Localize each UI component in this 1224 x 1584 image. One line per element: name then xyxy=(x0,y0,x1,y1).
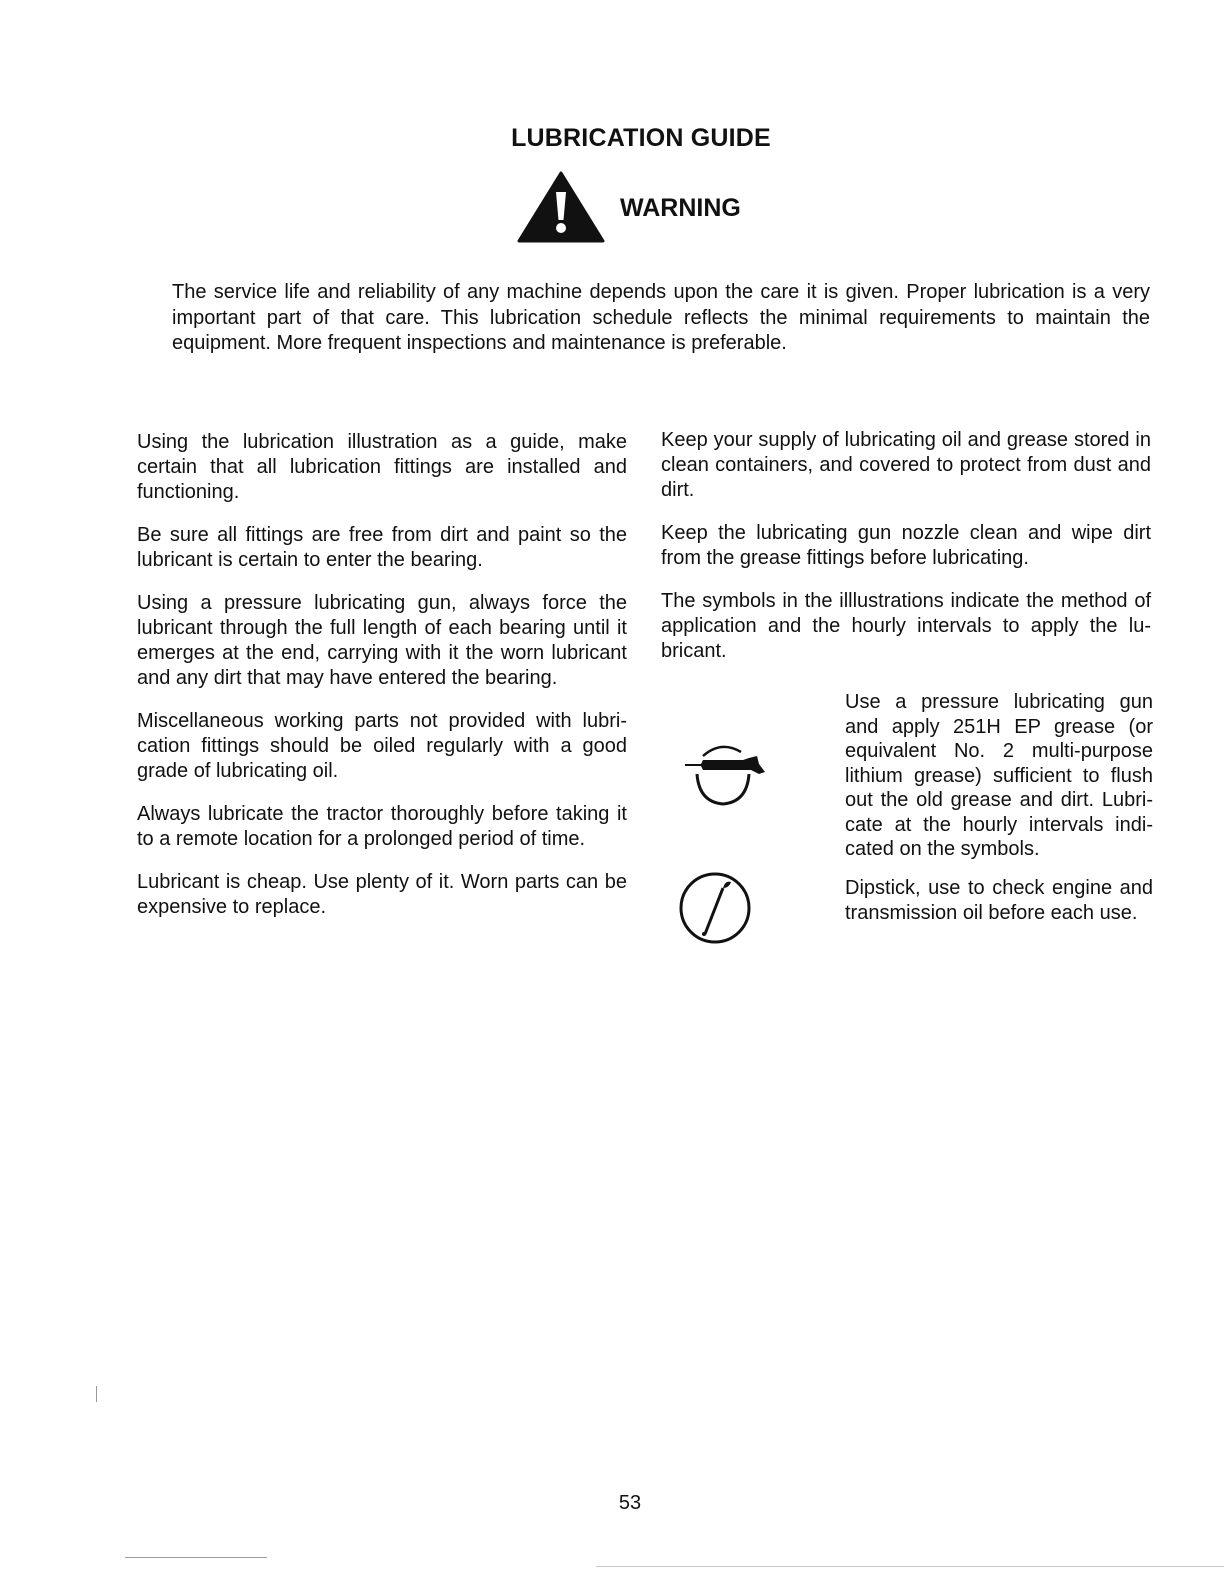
right-paragraph: Keep the lubricating gun nozzle clean and wipe dirt from the grease fittings before lubricating. xyxy=(661,522,1151,569)
dipstick-description: Dipstick, use to check engine and transmission oil before each use. xyxy=(845,877,1153,924)
warning-triangle-icon xyxy=(516,170,606,244)
left-paragraph: Using a pressure lubricating gun, always force the lubricant through the full length of each bearing until it emerges at the end, carrying with it the worn lubricant and any dirt that may have entered the bearing. xyxy=(137,592,627,689)
warning-label: WARNING xyxy=(620,193,741,222)
left-column xyxy=(137,430,627,938)
left-paragraph: Lubricant is cheap. Use plenty of it. Worn parts can be expensive to replace. xyxy=(137,871,627,918)
right-paragraph: The symbols in the illlustrations indicate the method of application and the hourly intervals to apply the lubricant. xyxy=(661,590,1151,662)
warning-banner xyxy=(516,170,741,244)
right-column xyxy=(661,428,1151,682)
left-paragraph: Be sure all fittings are free from dirt and paint so the lubricant is certain to enter the bearing. xyxy=(137,524,627,571)
left-paragraph: Miscellaneous working parts not provided with lubrication fittings should be oiled regularly with a good grade of lubricating oil. xyxy=(137,710,627,782)
left-paragraph: Using the lubrication illustration as a guide, make certain that all lubrication fittings are installed and functioning. xyxy=(137,431,627,503)
grease-gun-description: Use a pressure lubricating gun and apply 251H EP grease (or equivalent No. 2 multi-purpose lithium grease) sufficient to flush out the old grease and dirt. Lubricate at the hourly intervals indicated on the symbols. xyxy=(845,691,1153,860)
page-title: LUBRICATION GUIDE xyxy=(511,124,771,152)
right-paragraph: Keep your supply of lubricating oil and grease stored in clean containers, and covered to protect from dust and dirt. xyxy=(661,429,1151,501)
left-paragraph: Always lubricate the tractor thoroughly before taking it to a remote location for a prolonged period of time. xyxy=(137,803,627,850)
footer-rule-right xyxy=(596,1566,1224,1567)
dipstick-icon xyxy=(679,870,759,950)
footer-rule-left xyxy=(125,1557,267,1558)
scan-artifact xyxy=(96,1386,97,1402)
page-number: 53 xyxy=(618,1492,642,1514)
intro-paragraph: The service life and reliability of any machine depends upon the care it is given. Proper lubrication is a very important part of that care. This lubrication schedule reflects the minimal requirements to maintain the equipment. More frequent inspections and maintenance is preferable. xyxy=(172,281,1150,354)
grease-gun-icon xyxy=(679,742,767,822)
